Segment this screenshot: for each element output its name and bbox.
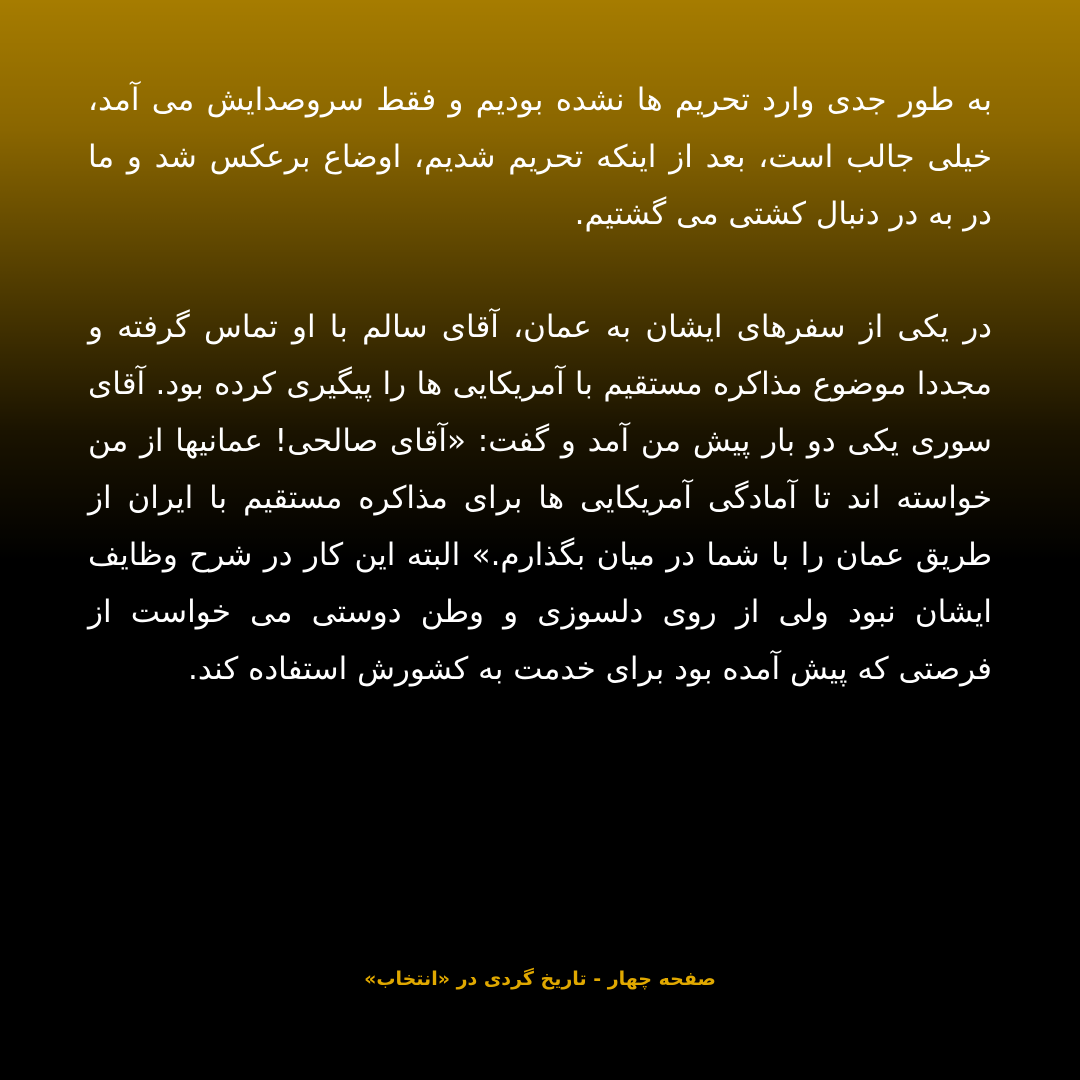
paragraph-1: به طور جدی وارد تحریم ها نشده بودیم و فقط سروصدایش می آمد، خیلی جالب است، بعد از اینکه تحریم شدیم، اوضاع برعکس شد و ما در به در دنبال کشتی می گشتیم. [88,82,992,232]
footer-caption: صفحه چهار - تاریخ گردی در «انتخاب» [364,968,716,990]
paragraph-2: در یکی از سفرهای ایشان به عمان، آقای سالم با او تماس گرفته و مجددا موضوع مذاکره مستقیم با آمریکایی ها را پیگیری کرده بود. آقای سوری یکی دو بار پیش من آمد و گفت: «آقای صالحی! عمانیها از من خواسته اند تا آمادگی آمریکایی ها برای مذاکره مستقیم با ایران از طریق عمان را با شما در میان بگذارم.» البته این کار در شرح وظایف ایشان نبود ولی از روی دلسوزی و وطن دوستی می خواست از فرصتی که پیش آمده بود برای خدمت به کشورش استفاده کند. [88,309,992,687]
article-body [88,72,992,698]
